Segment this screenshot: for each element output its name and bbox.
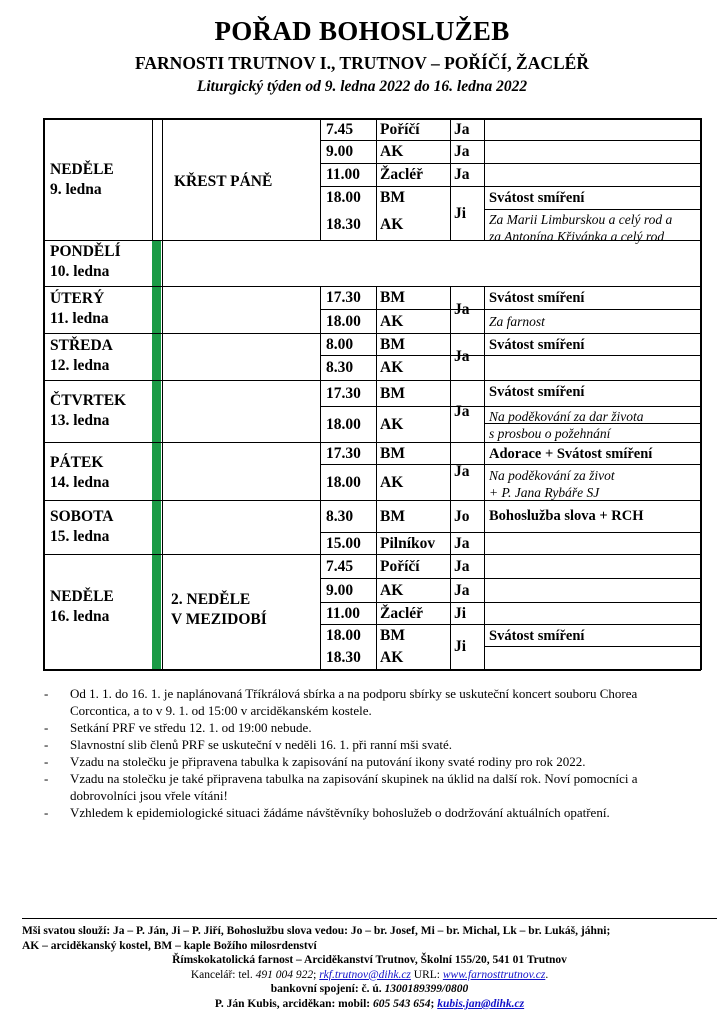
day-name: ČTVRTEK (50, 392, 127, 409)
day-separator (43, 554, 701, 555)
mass-time: 9.00 (326, 143, 354, 160)
column-rule (320, 286, 321, 669)
mass-place: Poříčí (380, 557, 420, 575)
day-name: NEDĚLE (50, 161, 114, 178)
mass-time: 18.00 (326, 415, 361, 433)
green-season-marker (152, 287, 161, 333)
announcement-item: - Vzhledem k epidemiologické situaci žádáme návštěvníky bohoslužeb o dodržování aktuálních opatření. (44, 805, 610, 820)
footer-parish-address: Římskokatolická farnost – Arciděkanství Trutnov, Školní 155/20, 541 01 Trutnov (172, 954, 567, 967)
mass-place: AK (380, 143, 404, 160)
footer-divider (22, 918, 717, 919)
mass-priest: Ja (454, 143, 470, 160)
column-rule (450, 286, 451, 669)
mass-place: BM (380, 189, 405, 206)
table-border-top (43, 118, 701, 120)
mass-row-rule (320, 140, 701, 141)
mass-priest: Ja (454, 581, 470, 599)
green-season-marker (152, 555, 161, 669)
day-separator (43, 333, 701, 334)
mass-time: 17.30 (326, 384, 361, 402)
announcement-item: - Slavnostní slib členů PRF se uskuteční v neděli 16. 1. při ranní mši svaté. (44, 737, 453, 752)
footer-legend-places: AK – arciděkanský kostel, BM – kaple Božího milosrdenství (22, 939, 317, 952)
footer-legend-ministers: Mši svatou slouží: Ja – P. Ján, Ji – P. Jiří, Bohoslužbu slova vedou: Jo – br. Josef, Mi – br. Michal, Lk – br. Lukáš, jáhni; (22, 925, 611, 937)
info-row-rule (484, 209, 701, 210)
feast-name: 2. NEDĚLE (171, 591, 251, 608)
priest-email-link[interactable]: kubis.jan@dihk.cz (437, 997, 525, 1010)
column-rule (376, 286, 377, 669)
mass-place: Poříčí (380, 120, 420, 138)
mass-priest: Ja (454, 462, 470, 480)
mass-row-rule (320, 186, 701, 187)
footer-priest-contact: P. Ján Kubis, arciděkan: mobil: 605 543 654; kubis.jan@dihk.cz (214, 997, 525, 1010)
day-name: PÁTEK (50, 454, 104, 471)
table-border-right (700, 118, 702, 670)
mass-time: 18.30 (326, 649, 361, 666)
mass-place: Žacléř (380, 604, 424, 622)
mass-time: 18.00 (326, 473, 361, 491)
day-separator (43, 500, 701, 501)
mass-note: Svátost smíření (489, 337, 585, 353)
footer (22, 924, 717, 1012)
mass-intention: Za Marii Limburskou a celý rod a (489, 212, 673, 227)
mass-priest: Ji (454, 638, 467, 655)
mass-intention: Za farnost (489, 314, 545, 329)
green-season-marker (152, 241, 161, 286)
day-date: 12. ledna (50, 357, 110, 374)
mass-place: AK (380, 415, 404, 433)
footer-bank: bankovní spojení: č. ú. 1300189399/0800 (270, 983, 469, 996)
day-date: 16. ledna (50, 608, 110, 625)
green-season-marker (152, 381, 161, 442)
announcement-item: - Vzadu na stolečku je také připravena tabulka na zapisování skupinek na úklid na další rok. Noví pomocníci a dobrovolníci jsou vřele vítáni! (44, 771, 638, 803)
mass-time: 8.00 (326, 335, 354, 353)
mass-priest: Ja (454, 166, 470, 183)
day-date: 10. ledna (50, 263, 110, 280)
mass-intention: + P. Jana Rybáře SJ (489, 485, 600, 500)
mass-priest: Ji (454, 204, 467, 222)
mass-intention: Na poděkování za dar života (489, 409, 644, 424)
mass-row-rule (320, 532, 701, 533)
page-title: POŘAD BOHOSLUŽEB (214, 16, 510, 46)
column-rule (320, 118, 321, 240)
parish-subtitle: FARNOSTI TRUTNOV I., TRUTNOV – POŘÍČÍ, ŽACLÉŘ (135, 53, 589, 73)
column-rule (450, 118, 451, 240)
mass-time: 18.30 (326, 216, 361, 233)
schedule-table (43, 118, 701, 669)
day-name: SOBOTA (50, 508, 114, 525)
day-date: 14. ledna (50, 474, 110, 491)
mass-place: AK (380, 312, 404, 330)
mass-note: Bohoslužba slova + RCH (489, 508, 644, 524)
mass-time: 11.00 (326, 604, 361, 622)
mass-time: 9.00 (326, 581, 354, 599)
day-date: 13. ledna (50, 412, 110, 429)
mass-time: 11.00 (326, 166, 361, 183)
mass-intention: za Antonína Křivánka a celý rod (489, 229, 665, 244)
mass-note: Svátost smíření (489, 384, 585, 400)
mass-row-rule (320, 578, 701, 579)
mass-place: AK (380, 473, 404, 491)
day-date: 9. ledna (50, 181, 102, 198)
mass-note: Svátost smíření (489, 290, 585, 306)
mass-priest: Ji (454, 604, 467, 622)
mass-row-rule (320, 406, 701, 407)
mass-priest: Ja (454, 120, 470, 138)
day-date: 15. ledna (50, 528, 110, 545)
announcement-item: - Od 1. 1. do 16. 1. je naplánovaná Tříkrálová sbírka a na podporu sbírky se uskuteční koncert souboru Chorea Corcontica, a to v 9. 1. od 15:00 v arciděkanském kostele. (44, 686, 638, 718)
mass-place: BM (380, 444, 405, 462)
day-date: 11. ledna (50, 310, 109, 327)
footer-office-contact: Kancelář: tel. 491 004 922; rkf.trutnov@dihk.cz URL: www.farnosttrutnov.cz. (190, 968, 549, 981)
mass-note: Svátost smíření (489, 628, 585, 644)
mass-time: 18.00 (326, 189, 361, 206)
day-separator (43, 380, 701, 381)
mass-intention: s prosbou o požehnání (489, 426, 611, 441)
mass-row-rule (320, 602, 701, 603)
feast-name: V MEZIDOBÍ (171, 611, 267, 628)
mass-priest: Ja (454, 557, 470, 575)
day-name: PONDĚLÍ (50, 243, 121, 260)
mass-time: 8.30 (326, 507, 354, 525)
green-season-marker (152, 443, 161, 500)
announcement-item: - Setkání PRF ve středu 12. 1. od 19:00 nebude. (44, 720, 312, 735)
day-separator (43, 442, 701, 443)
feast-name: KŘEST PÁNĚ (174, 173, 273, 190)
mass-priest: Ja (454, 348, 470, 365)
mass-place: Pilníkov (380, 534, 436, 552)
table-border-bottom (43, 669, 701, 671)
mass-intention: Na poděkování za život (489, 468, 615, 483)
mass-place: AK (380, 359, 404, 376)
mass-place: BM (380, 626, 405, 644)
mass-note: Svátost smíření (489, 190, 585, 206)
mass-place: BM (380, 507, 405, 525)
mass-row-rule (320, 309, 701, 310)
mass-time: 17.30 (326, 444, 361, 462)
mass-priest: Ja (454, 534, 470, 552)
column-rule (484, 286, 485, 669)
day-separator (43, 286, 701, 287)
day-name: ÚTERÝ (50, 290, 105, 307)
mass-row-rule (320, 163, 701, 164)
green-season-marker (152, 334, 161, 380)
mass-time: 18.00 (326, 626, 361, 644)
mass-time: 18.00 (326, 312, 361, 330)
liturgical-week: Liturgický týden od 9. ledna 2022 do 16. ledna 2022 (196, 78, 528, 95)
mass-place: AK (380, 581, 404, 599)
mass-place: AK (380, 216, 404, 233)
table-border-left (43, 118, 45, 670)
website-link[interactable]: www.farnosttrutnov.cz (442, 968, 546, 981)
mass-time: 7.45 (326, 557, 354, 575)
mass-note: Adorace + Svátost smíření (489, 446, 653, 462)
mass-place: AK (380, 649, 404, 666)
mass-priest: Jo (454, 507, 470, 525)
mass-place: Žacléř (380, 166, 424, 183)
mass-row-rule (320, 624, 701, 625)
mass-priest: Ja (454, 402, 470, 420)
green-season-marker (152, 501, 161, 554)
announcement-item: - Vzadu na stolečku je připravena tabulka k zapisování na putování ikony svaté rodiny pro rok 2022. (44, 754, 586, 769)
column-rule (484, 118, 485, 240)
column-rule (376, 118, 377, 240)
announcements-list (44, 685, 684, 821)
mass-time: 17.30 (326, 289, 361, 306)
day-name: STŘEDA (50, 337, 113, 354)
mass-time: 8.30 (326, 359, 354, 376)
day-name: NEDĚLE (50, 588, 114, 605)
mass-place: BM (380, 289, 405, 306)
column-rule (162, 118, 163, 669)
mass-priest: Ja (454, 301, 470, 318)
mass-place: BM (380, 335, 405, 353)
mass-time: 7.45 (326, 120, 354, 138)
office-email-link[interactable]: rkf.trutnov@dihk.cz (319, 968, 411, 981)
mass-time: 15.00 (326, 534, 361, 552)
mass-place: BM (380, 384, 405, 402)
